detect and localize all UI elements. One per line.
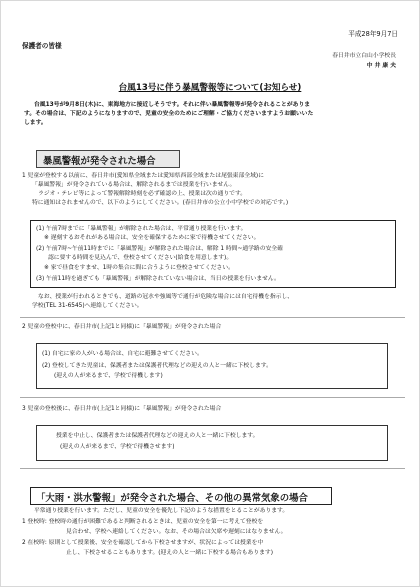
box-item-1-note: ※ 遅刻するおそれがある場合は、安全を確保するために家で待機させてください。 [44,235,260,241]
addressee: 保護者の皆様 [22,42,62,50]
intro-line-2: す。その場合は、下記のようになりますので、児童の安全のためにご理解・ご協力くださいますようお願いいた [24,111,314,117]
section4-heading-box [30,487,332,505]
section2-item-2: (2) 登校してきた児童は、保護者または保護者代理などの迎えの人と一緒に下校します。 [42,363,272,369]
intro-line-1: 台風13号が9月8日(木)に、東海地方に接近しそうです。それに伴い暴風警報等が発令されることがありま [34,102,311,108]
box-item-3: (3) 午前11時を過ぎても「暴風警報」が解除されていない場合は、当日の授業を行いません。 [36,276,280,282]
box-item-2: (2) 午前7時~午前11時までに「暴風警報」が解除された場合は、解除 1 時間~通学路の安全確 [36,246,283,252]
section3-item-1: 授業を中止し、保護者または保護者代理などの迎えの人と一緒に下校します。 [56,433,259,439]
box-item-2-cont: 認に要する時間を見込んで、登校させてください(給食を用意します)。 [48,255,233,261]
section2-heading: 2 児童の登校中に、春日井市(上記1と同様)に「暴風警報」が発令された場合 [22,324,222,330]
issue-date: 平成28年9月7日 [348,30,398,38]
school-name: 春日井市立白山小学校長 [332,53,396,59]
section4-intro: 平常通り授業を行います。ただし、児童の安全を優先し下記のような措置をとることがあります。 [34,508,289,514]
intro-line-3: します。 [24,120,47,126]
section1-heading-box [36,150,180,168]
section4-item-1: 1 登校時: 登校時の通行が困難であると判断されるときは、児童の安全を第一に考えて登校を [22,519,264,525]
principal-name: 中 井 康 夫 [366,63,396,69]
section4-heading: 「大雨・洪水警報」が発令された場合、その他の異常気象の場合 [36,493,308,504]
section1-heading: 暴風警報が発令された場合 [43,156,156,167]
section2-item-2-note: (迎えの人が来るまで、学校で待機します) [54,373,163,379]
section3-item-2: (迎えの人が来るまで、学校で待機させます) [60,444,175,450]
section1-intro-4: 特に通知はされませんので、以下のようにしてください。(春日井市の公立小中学校での対応です。) [32,200,289,206]
section1-intro-2: 「暴風警報」が発令されている場合は、解除されるまでは授業を行いません。 [32,182,236,188]
section3-heading: 3 児童の登校後に、春日井市(上記1と同様)に「暴風警報」が発令された場合 [22,406,222,412]
section1-note-1: なお、授業が行われるときでも、道路の冠水や強風等で通行が危険な場合には自宅待機を指示し、 [38,294,294,300]
separator-1 [20,317,405,318]
box-item-1: (1) 午前7時までに「暴風警報」が解除された場合は、平常通り授業を行います。 [36,226,247,232]
section1-intro-3: ラジオ・テレビ等によって警報解除時刻を必ず確認の上、授業は次の通りです。 [38,191,247,197]
section4-item-2-cont: 止し、下校させることもあります。(迎えの人と一緒に下校する場合もあります) [66,550,273,556]
section4-item-2: 2 在校時: 原則として授業後、安全を確認してから下校させますが、状況によっては授業を中 [22,540,264,546]
section1-note-2: 学校(TEL 31-6545)へ連絡してください。 [32,303,143,309]
separator-3 [20,468,405,469]
section2-item-1: (1) 自宅に家の人がいる場合は、自宅に避難させてください。 [42,351,203,357]
page-title: 台風13号に伴う暴風警報等について(お知らせ) [118,83,302,93]
section4-item-1-cont: 見合わせ、学校へ連絡してください。なお、その場合は欠席や遅刻にはなりません。 [66,529,287,535]
separator-2 [20,397,405,398]
section1-intro-1: 1 児童が登校する以前に、春日井市(愛知県全域または愛知県西部全域または尾張東部全域)に [22,173,264,179]
box-item-2-note: ※ 家で昼食をすませ、1時の集合に間に合うように登校させてください。 [44,265,234,271]
